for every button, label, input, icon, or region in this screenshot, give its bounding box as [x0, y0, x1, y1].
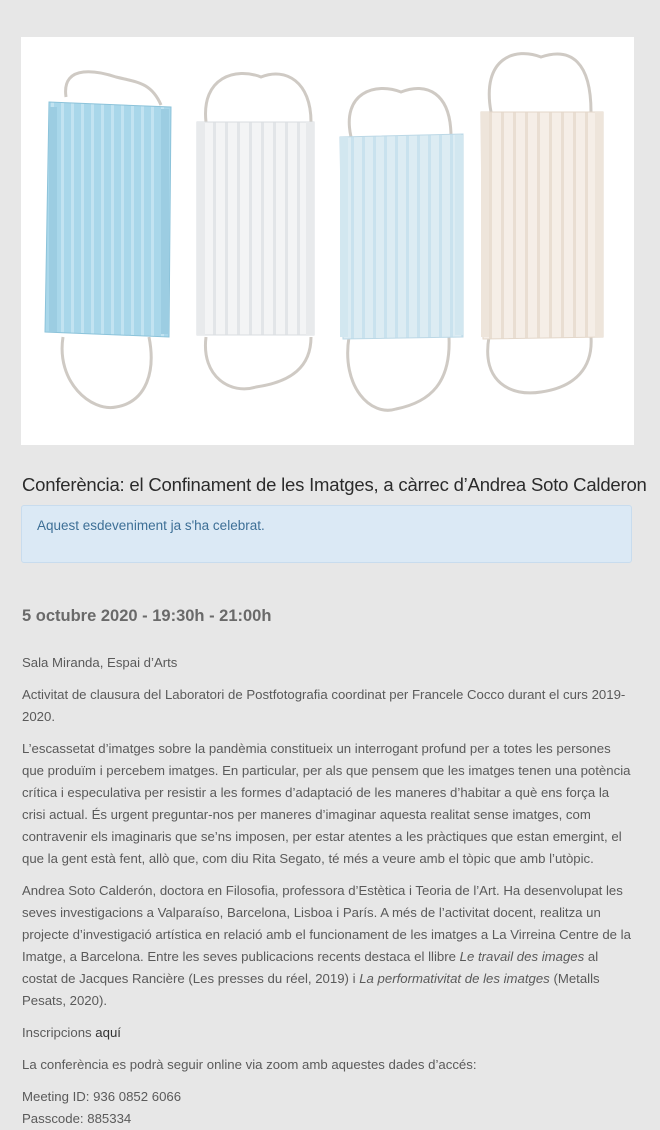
online-info: La conferència es podrà seguir online via zoom amb aquestes dades d’accés:	[22, 1057, 477, 1072]
meeting-id: Meeting ID: 936 0852 6066	[22, 1089, 182, 1104]
mask-blue	[45, 72, 171, 408]
book-title-1: Le travail des images	[459, 949, 585, 964]
registration-link[interactable]: aquí	[95, 1025, 121, 1040]
mask-pale-blue	[340, 88, 463, 410]
event-datetime: 5 octubre 2020 - 19:30h - 21:00h	[22, 607, 272, 625]
face-mask-icon	[21, 37, 634, 445]
event-title: Conferència: el Confinament de les Imatges, a càrrec d’Andrea Soto Calderon	[22, 474, 647, 495]
speaker-bio	[22, 880, 636, 1012]
event-past-notice	[21, 505, 632, 563]
event-description: L’escassetat d’imatges sobre la pandèmia constitueix un interrogant profund per a totes les persones que produïm i percebem imatges. En particular, per als que pensem que les imatges tenen una potència crítica i especulativa per resistir a les formes d’adaptació de les maneres d’habitar a què ens força la crisi actual. És urgent preguntar-nos per maneres d’imaginar aquesta realitat sense imatges, com contravenir els imaginaris que se’ns imposen, per estar atentes a les pràctiques que estan emergint, el que la gent està fent, allò que, com diu Rita Segato, té més a veure amb el tòpic que amb l’utòpic.	[22, 741, 631, 866]
registration-line	[22, 1022, 636, 1044]
notice-text: Aquest esdeveniment ja s'ha celebrat.	[37, 518, 265, 533]
registration-label: Inscripcions	[22, 1025, 96, 1040]
event-intro: Activitat de clausura del Laboratori de Postfotografia coordinat per Francele Cocco durant el curs 2019-2020.	[22, 687, 626, 724]
bio-text-3: (Metalls Pesats, 2020).	[22, 971, 600, 1008]
book-title-2: La performativitat de les imatges	[359, 971, 550, 986]
mask-white	[197, 73, 314, 388]
event-content	[22, 652, 636, 1130]
passcode: Passcode: 885334	[22, 1111, 132, 1126]
bio-text-1: Andrea Soto Calderón, doctora en Filosofia, professora d’Estètica i Teoria de l’Art. Ha desenvolupat les seves investigacions a Valparaíso, Barcelona, Lisboa i París. A més de l’activitat docent, realitza un projecte d’investigació artística en relació amb el funcionament de les imatges a La Virreina Centre de la Imatge, a Barcelona. Entre les seves publicacions recents destaca el llibre	[22, 883, 631, 964]
event-image	[21, 37, 634, 445]
event-location: Sala Miranda, Espai d’Arts	[22, 655, 178, 670]
mask-cream	[481, 54, 603, 393]
bio-text-2: al costat de Jacques Rancière (Les presses du réel, 2019) i	[22, 949, 599, 986]
